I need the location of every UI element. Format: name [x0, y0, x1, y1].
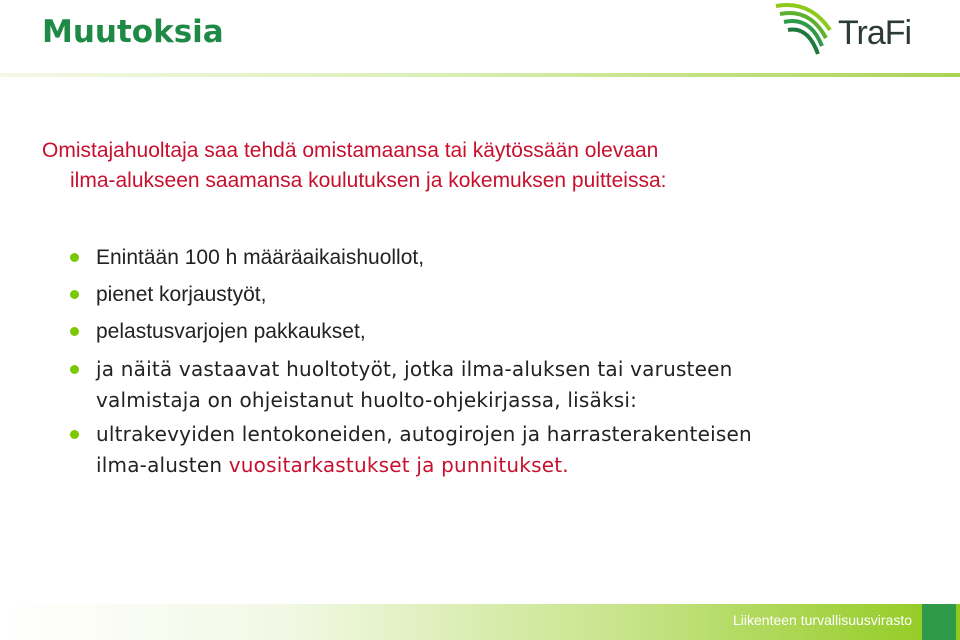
bullet-dot-icon: [70, 290, 79, 299]
bullet-text: Enintään 100 h määräaikaishuollot,: [96, 246, 425, 269]
bullet-dot-icon: [70, 327, 79, 336]
bullet-text: pienet korjaustyöt,: [96, 283, 267, 306]
footer-agency-name: Liikenteen turvallisuusvirasto: [733, 612, 912, 628]
list-item: [70, 317, 930, 347]
intro-line-1: Omistajahuoltaja saa tehdä omistamaansa tai käytössään olevaan: [42, 139, 659, 162]
bullet-text-line-2: valmistaja on ohjeistanut huolto-ohjekirjassa, lisäksi:: [96, 388, 638, 412]
trafi-logo-text: TraFi: [838, 14, 912, 52]
bullet-text-plain: ilma-alusten: [96, 453, 229, 477]
list-item: [70, 243, 930, 273]
list-item: [70, 419, 930, 481]
bullet-text-line-2: [96, 450, 930, 481]
intro-line-2: ilma-alukseen saamansa koulutuksen ja kokemuksen puitteissa:: [70, 169, 667, 192]
footer-square: [922, 604, 956, 640]
bullet-text-line-1: ultrakevyiden lentokoneiden, autogirojen ja harrasterakenteisen: [96, 422, 752, 446]
bullet-text: pelastusvarjojen pakkaukset,: [96, 320, 366, 343]
bullet-dot-icon: [70, 365, 79, 374]
bullet-list: [70, 243, 930, 484]
bullet-text-line-1: ja näitä vastaavat huoltotyöt, jotka ilma-aluksen tai varusteen: [96, 357, 733, 381]
header-divider: [0, 73, 960, 77]
intro-text: [42, 136, 922, 196]
slide-title: Muutoksia: [42, 14, 224, 50]
bullet-text-highlight: vuositarkastukset ja punnitukset.: [228, 453, 569, 477]
bullet-dot-icon: [70, 430, 79, 439]
list-item: [70, 354, 930, 416]
list-item: [70, 280, 930, 310]
bullet-dot-icon: [70, 253, 79, 262]
